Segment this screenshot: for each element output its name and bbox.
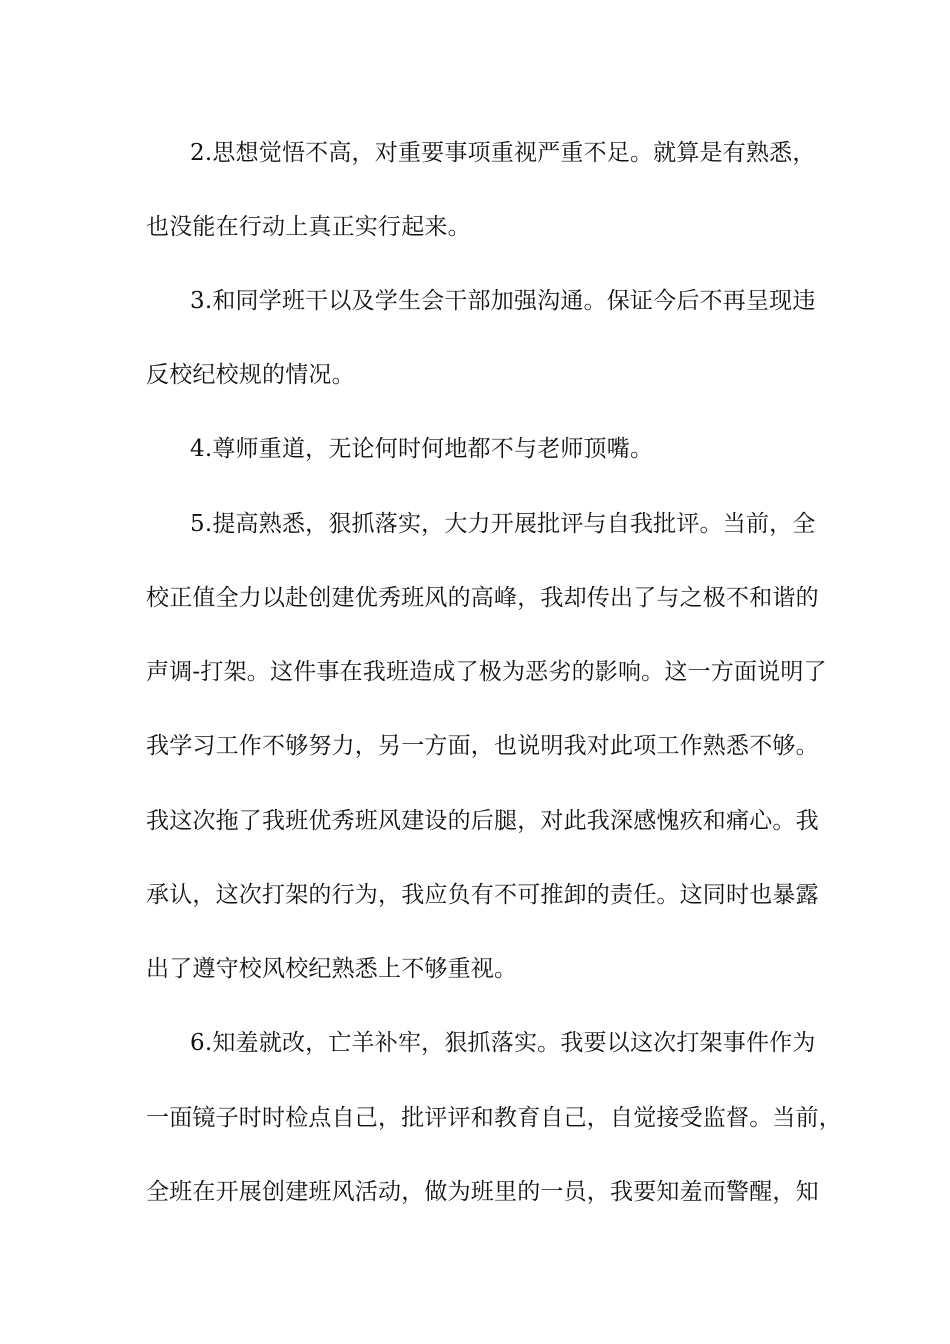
paragraph-2-line-2: 也没能在行动上真正实行起来。 bbox=[146, 214, 471, 240]
paragraph-5-line-5: 我这次拖了我班优秀班风建设的后腿，对此我深感愧疚和痛心。我 bbox=[146, 808, 819, 834]
paragraph-3-line-2: 反校纪校规的情况。 bbox=[146, 362, 355, 388]
paragraph-5-line-7: 出了遵守校风校纪熟悉上不够重视。 bbox=[146, 956, 518, 982]
paragraph-5-line-1: 5.提高熟悉，狠抓落实，大力开展批评与自我批评。当前，全 bbox=[190, 511, 816, 537]
paragraph-3-line-1: 3.和同学班干以及学生会干部加强沟通。保证今后不再呈现违 bbox=[190, 288, 816, 314]
paragraph-5-line-2: 校正值全力以赴创建优秀班风的高峰，我却传出了与之极不和谐的 bbox=[146, 585, 819, 611]
paragraph-6-line-1: 6.知羞就改，亡羊补牢，狠抓落实。我要以这次打架事件作为 bbox=[190, 1030, 816, 1056]
paragraph-5-line-6: 承认，这次打架的行为，我应负有不可推卸的责任。这同时也暴露 bbox=[146, 882, 819, 908]
paragraph-6-line-3: 全班在开展创建班风活动，做为班里的一员，我要知羞而警醒，知 bbox=[146, 1179, 819, 1205]
paragraph-2-line-1: 2.思想觉悟不高，对重要事项重视严重不足。就算是有熟悉， bbox=[190, 140, 816, 166]
paragraph-4-line-1: 4.尊师重道，无论何时何地都不与老师顶嘴。 bbox=[190, 436, 654, 462]
paragraph-5-line-3: 声调-打架。这件事在我班造成了极为恶劣的影响。这一方面说明了 bbox=[146, 659, 827, 685]
paragraph-5-line-4: 我学习工作不够努力，另一方面，也说明我对此项工作熟悉不够。 bbox=[146, 733, 819, 759]
paragraph-6-line-2: 一面镜子时时检点自己，批评评和教育自己，自觉接受监督。当前， bbox=[146, 1105, 842, 1131]
